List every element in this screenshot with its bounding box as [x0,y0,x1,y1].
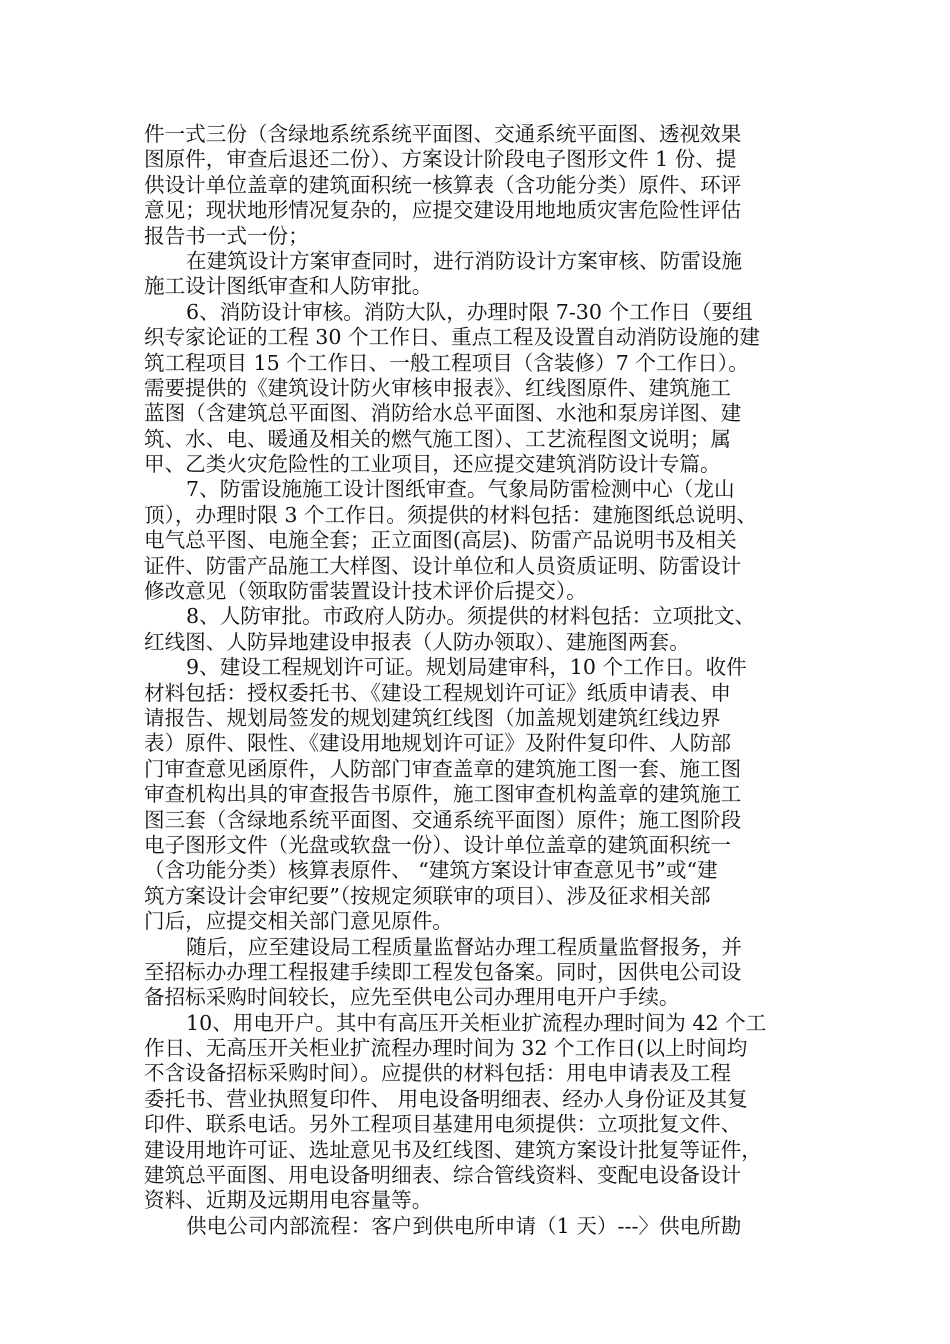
text-line: 修改意见（领取防雷装置设计技术评价后提交）。 [144,579,587,604]
text-line: 7、防雷设施施工设计图纸审查。气象局防雷检测中心（龙山 [186,477,735,502]
text-line: 门审查意见函原件，人防部门审查盖章的建筑施工图一套、施工图 [144,756,742,781]
text-line: 在建筑设计方案审查同时，进行消防设计方案审核、防雷设施 [186,248,743,273]
text-line: 图原件，审查后退还二份）、方案设计阶段电子图形文件 1 份、提 [144,147,737,172]
document-body [144,122,810,1239]
text-line: 建设用地许可证、选址意见书及红线图、建筑方案设计批复等证件， [144,1137,762,1162]
text-line: 表）原件、限性、《建设用地规划许可证》及附件复印件、人防部 [144,731,731,756]
text-line: 随后，应至建设局工程质量监督站办理工程质量监督报务，并 [186,934,743,959]
text-line: 织专家论证的工程 30 个工作日、重点工程及设置自动消防设施的建 [144,325,760,350]
text-line: 筑工程项目 15 个工作日、一般工程项目（含装修）7 个工作日）。 [144,350,749,375]
text-line: 审查机构出具的审查报告书原件，施工图审查机构盖章的建筑施工 [144,782,742,807]
text-line: 甲、乙类火灾危险性的工业项目，还应提交建筑消防设计专篇。 [144,452,721,477]
text-line: 至招标办办理工程报建手续即工程发包备案。同时，因供电公司设 [144,959,742,984]
text-line: 图三套（含绿地系统平面图、交通系统平面图）原件；施工图阶段 [144,807,742,832]
text-line: 印件、联系电话。另外工程项目基建用电须提供：立项批复文件、 [144,1112,742,1137]
text-line: 电气总平图、电施全套；正立面图(高层)、防雷产品说明书及相关 [144,528,737,553]
text-line: 红线图、人防异地建设申报表（人防办领取）、建施图两套。 [144,629,690,654]
text-line: 8、人防审批。市政府人防办。须提供的材料包括：立项批文、 [186,604,756,629]
text-line: 施工设计图纸审查和人防审批。 [144,274,433,299]
text-line: 顶），办理时限 3 个工作日。须提供的材料包括：建施图纸总说明、 [144,502,758,527]
text-line: 10、用电开户。其中有高压开关柜业扩流程办理时间为 42 个工 [186,1010,767,1035]
text-line: （含功能分类）核算表原件、 “建筑方案设计审查意见书”或“建 [144,858,718,883]
text-line: 不含设备招标采购时间）。应提供的材料包括：用电申请表及工程 [144,1061,731,1086]
text-line: 请报告、规划局签发的规划建筑红线图（加盖规划建筑红线边界 [144,705,721,730]
text-line: 件一式三份（含绿地系统系统平面图、交通系统平面图、透视效果 [144,122,742,146]
text-line: 材料包括：授权委托书、《建设工程规划许可证》纸质申请表、申 [144,680,731,705]
text-line: 蓝图（含建筑总平面图、消防给水总平面图、水池和泵房详图、建 [144,401,742,426]
text-line: 筑方案设计会审纪要”（按规定须联审的项目）、涉及征求相关部 [144,883,711,908]
text-line: 建筑总平面图、用电设备明细表、综合管线资料、变配电设备设计 [144,1163,742,1188]
text-line: 门后，应提交相关部门意见原件。 [144,909,453,934]
text-line: 供电公司内部流程：客户到供电所申请（1 天）---〉供电所勘 [186,1213,742,1238]
text-line: 需要提供的《建筑设计防火审核申报表》、红线图原件、建筑施工 [144,375,731,400]
text-line: 备招标采购时间较长，应先至供电公司办理用电开户手续。 [144,985,680,1010]
text-line: 电子图形文件（光盘或软盘一份）、设计单位盖章的建筑面积统一 [144,832,731,857]
text-line: 资料、近期及远期用电容量等。 [144,1188,433,1213]
text-line: 委托书、营业执照复印件、 用电设备明细表、经办人身份证及其复 [144,1086,748,1111]
text-line: 意见；现状地形情况复杂的，应提交建设用地地质灾害危险性评估 [144,198,742,223]
text-line: 6、消防设计审核。消防大队，办理时限 7-30 个工作日（要组 [186,299,753,324]
text-line: 9、建设工程规划许可证。规划局建审科，10 个工作日。收件 [186,655,747,680]
text-line: 作日、无高压开关柜业扩流程办理时间为 32 个工作日(以上时间均 [144,1036,748,1061]
text-line: 筑、水、电、暖通及相关的燃气施工图）、工艺流程图文说明；属 [144,426,731,451]
text-line: 供设计单位盖章的建筑面积统一核算表（含功能分类）原件、环评 [144,172,742,197]
text-line: 报告书一式一份； [144,223,309,248]
text-line: 证件、防雷产品施工大样图、设计单位和人员资质证明、防雷设计 [144,553,742,578]
